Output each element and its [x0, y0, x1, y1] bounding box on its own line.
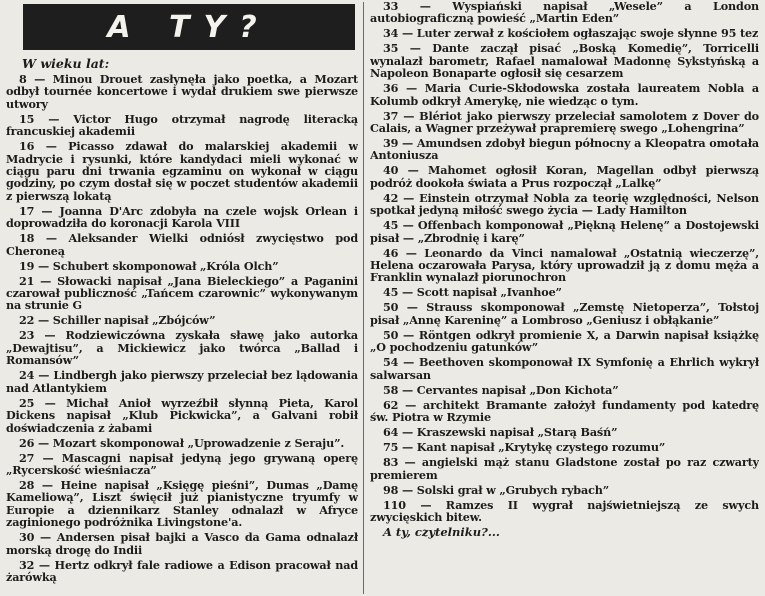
age-entry: 75 — Kant napisał „Krytykę czystego rozumu”	[383, 440, 666, 455]
age-entry: 33 — Wyspiański napisał „Wesele” a London autobiograficzną powieść „Martin Eden”	[370, 0, 759, 26]
age-entry: 27 — Mascagni napisał jedyną jego grywaną operę „Rycerskość wieśniacza”	[6, 450, 358, 477]
age-entry: 39 — Amundsen zdobył biegun północny a Kleopatra omotała Antoniusza	[370, 136, 759, 163]
age-entry: 98 — Solski grał w „Grubych rybach”	[383, 482, 610, 497]
age-entry: 25 — Michał Anioł wyrzeźbił słynną Pieta, Karol Dickens napisał „Klub Pickwicka”, a Galvani robił doświadczenia z żabami	[6, 395, 358, 435]
age-entry: 16 — Picasso zdawał do malarskiej akademii w Madrycie i rysunki, które kandydaci mieli wykonać w ciągu paru dni trwania egzaminu on wykonał w ciągu godziny, po czym dostał się w poczet studentów akademii z pierwszą lokatą	[6, 139, 358, 203]
age-entry: 46 — Leonardo da Vinci namalował „Ostatnią wieczerzę”, Helena oczarowała Parysa, który uprowadził ją z domu męża a Franklin wynalazł piorunochron	[370, 245, 759, 285]
age-entry: 17 — Joanna D'Arc zdobyła na czele wojsk Orlean i doprowadziła do koronacji Karola VIII	[6, 203, 358, 231]
age-entry: 58 — Cervantes napisał „Don Kichota”	[383, 382, 619, 397]
age-entry: 22 — Schiller napisał „Zbójców”	[19, 313, 216, 328]
age-entry: 34 — Luter zerwał z kościołem ogłaszając swoje słynne 95 tez	[383, 26, 759, 41]
age-entry: 21 — Słowacki napisał „Jana Bieleckiego” a Paganini czarował publiczność „Tańcem czarownic” wykonywanym na strunie G	[6, 273, 358, 313]
age-entry: 28 — Heine napisał „Księgę pieśni”, Dumas „Damę Kameliową”, Liszt święcił już pianistyczne tryumfy w Europie a dziennikarz Stanley odnalazł w Afryce zaginionego podróżnika Livingstone'a.	[6, 477, 358, 530]
right-column	[370, 0, 759, 596]
age-entry: 54 — Beethoven skomponował IX Symfonię a Ehrlich wykrył salwarsan	[370, 355, 759, 382]
age-entry: 83 — angielski mąż stanu Gladstone został po raz czwarty premierem	[370, 455, 759, 482]
age-entry: 64 — Kraszewski napisał „Starą Baśń”	[383, 425, 618, 440]
left-column	[6, 0, 358, 596]
column-divider	[363, 2, 364, 594]
age-entry: 26 — Mozart skomponował „Uprowadzenie z Seraju”.	[19, 435, 345, 450]
age-entry: 50 — Röntgen odkrył promienie X, a Darwin napisał książkę „O pochodzeniu gatunków”	[370, 327, 759, 355]
age-entry: 8 — Minou Drouet zasłynęła jako poetka, a Mozart odbył tournée koncertowe i wydał drukiem swe pierwsze utwory	[6, 72, 358, 111]
age-entry: 18 — Aleksander Wielki odniósł zwycięstwo pod Cheroneą	[6, 231, 358, 258]
age-entry: 15 — Victor Hugo otrzymał nagrodę literacką francuskiej akademii	[6, 111, 358, 139]
age-entry: 45 — Scott napisał „Ivanhoe”	[383, 285, 562, 300]
age-entry: 40 — Mahomet ogłosił Koran, Magellan odbył pierwszą podróż dookoła świata a Prus rozpoczął „Lalkę”	[370, 163, 759, 190]
age-entry: 19 — Schubert skomponował „Króla Olch”	[19, 258, 279, 273]
age-entry: 110 — Ramzes II wygrał najświetniejszą ze swych zwycięskich bitew.	[370, 497, 759, 524]
age-entry: 35 — Dante zaczął pisać „Boską Komedię”, Torricelli wynalazł barometr, Rafael namalował Madonnę Sykstyńską a Napoleon Bonaparte ogłosił się cesarzem	[370, 41, 759, 81]
age-entry: 36 — Maria Curie-Skłodowska została laureatem Nobla a Kolumb odkrył Amerykę, nie wiedząc o tym.	[370, 81, 759, 108]
age-entry: 24 — Lindbergh jako pierwszy przeleciał bez lądowania nad Atlantykiem	[6, 368, 358, 395]
article-title: A TY?	[107, 9, 271, 45]
age-entry: 50 — Strauss skomponował „Zemstę Nietoperza”, Tołstoj pisał „Annę Kareninę” a Lombroso „Geniusz i obłąkanie”	[370, 300, 759, 327]
title-banner	[23, 4, 355, 50]
age-entry: 23 — Rodziewiczówna zyskała sławę jako autorka „Dewajtisu”, a Mickiewicz jako twórca „Ballad i Romansów”	[6, 328, 358, 368]
intro-line: W wieku lat:	[22, 56, 110, 71]
closing-question: A ty, czytelniku?...	[383, 524, 500, 539]
age-entry: 30 — Andersen pisał bajki a Vasco da Gama odnalazł morską drogę do Indii	[6, 530, 358, 557]
age-entry: 45 — Offenbach komponował „Piękną Helenę” a Dostojewski pisał — „Zbrodnię i karę”	[370, 218, 759, 245]
age-entry: 37 — Blériot jako pierwszy przeleciał samolotem z Dover do Calais, a Wagner przeżywał prapremierę swego „Lohengrina”	[370, 108, 759, 136]
age-entry: 62 — architekt Bramante założył fundamenty pod katedrę św. Piotra w Rzymie	[370, 397, 759, 425]
age-entry: 32 — Hertz odkrył fale radiowe a Edison pracował nad żarówką	[6, 557, 358, 584]
age-entry: 42 — Einstein otrzymał Nobla za teorię względności, Nelson spotkał jedyną miłość swego życia — Lady Hamilton	[370, 190, 759, 218]
